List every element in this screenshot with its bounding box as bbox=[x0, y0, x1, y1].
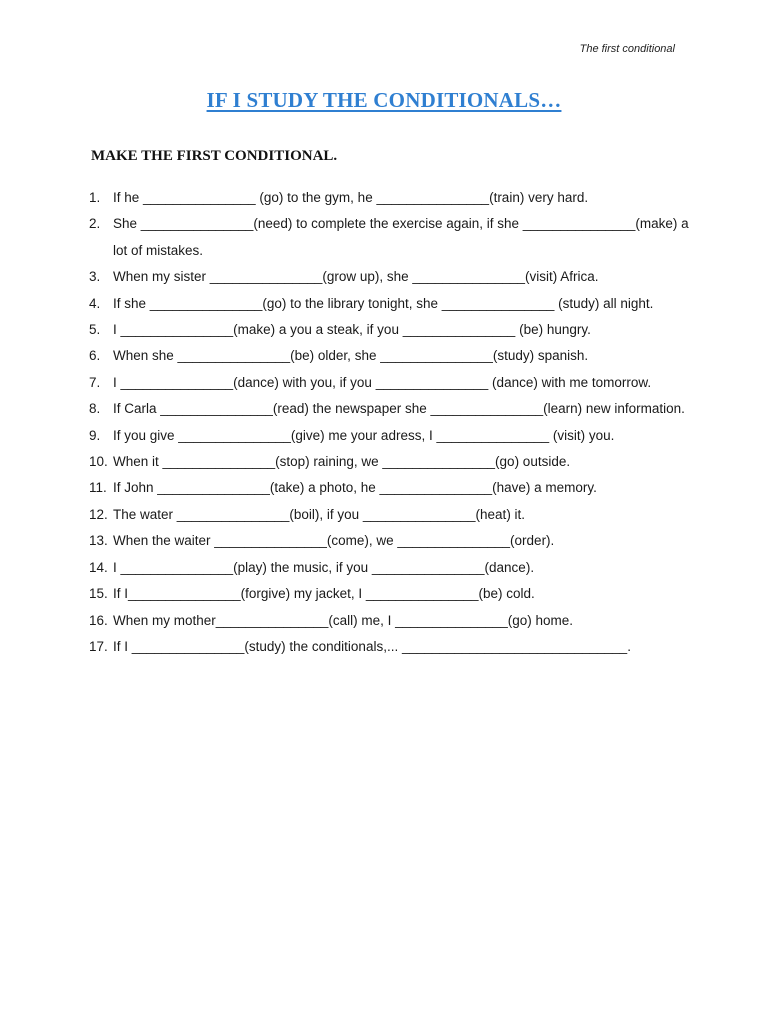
exercise-number: 16. bbox=[89, 612, 108, 628]
exercise-item-9 bbox=[89, 423, 689, 449]
exercise-item-17 bbox=[89, 634, 689, 660]
exercise-number: 10. bbox=[89, 454, 108, 470]
exercise-sentence: When she _______________(be) older, she _______________(study) spanish. bbox=[113, 348, 589, 364]
exercise-sentence: If I_______________(forgive) my jacket, I _______________(be) cold. bbox=[113, 586, 535, 602]
exercise-number: 17. bbox=[89, 638, 108, 654]
page-title-text: IF I STUDY THE CONDITIONALS… bbox=[206, 88, 562, 112]
exercise-item-1 bbox=[89, 185, 689, 211]
exercise-number: 7. bbox=[89, 374, 101, 390]
exercise-item-5 bbox=[89, 317, 689, 343]
exercise-sentence: When my mother_______________(call) me, I _______________(go) home. bbox=[113, 612, 574, 628]
instruction-heading: MAKE THE FIRST CONDITIONAL. bbox=[91, 148, 338, 164]
running-header: The first conditional bbox=[579, 43, 675, 55]
exercise-number: 5. bbox=[89, 322, 101, 338]
exercise-number: 14. bbox=[89, 559, 108, 575]
exercise-number: 3. bbox=[89, 269, 101, 285]
exercise-item-6 bbox=[89, 343, 689, 369]
exercise-number: 11. bbox=[89, 480, 107, 496]
exercise-item-12 bbox=[89, 502, 689, 528]
exercise-sentence: When the waiter _______________(come), we _______________(order). bbox=[113, 533, 555, 549]
exercise-sentence: If he _______________ (go) to the gym, he _______________(train) very hard. bbox=[113, 190, 589, 205]
exercise-number: 4. bbox=[89, 295, 101, 311]
exercise-item-4 bbox=[89, 291, 689, 317]
exercise-number: 2. bbox=[89, 216, 101, 232]
exercise-number: 8. bbox=[89, 401, 101, 417]
exercise-sentence: If I _______________(study) the conditionals,... ______________________________. bbox=[113, 638, 631, 654]
exercise-item-11 bbox=[89, 475, 689, 501]
exercise-sentence: If you give _______________(give) me your adress, I _______________ (visit) you. bbox=[113, 427, 615, 443]
exercise-sentence: If Carla _______________(read) the newspaper she _______________(learn) new information. bbox=[113, 401, 685, 417]
exercise-sentence: If John _______________(take) a photo, he _______________(have) a memory. bbox=[113, 480, 597, 496]
exercise-number: 15. bbox=[89, 586, 108, 602]
exercise-item-14 bbox=[89, 555, 689, 581]
exercise-item-10 bbox=[89, 449, 689, 475]
exercise-number: 13. bbox=[89, 533, 108, 549]
exercise-item-8 bbox=[89, 396, 689, 422]
exercise-sentence: When it _______________(stop) raining, we _______________(go) outside. bbox=[113, 454, 571, 470]
exercise-item-3 bbox=[89, 264, 689, 290]
exercise-item-2 bbox=[89, 211, 693, 264]
exercise-item-16 bbox=[89, 608, 689, 634]
exercise-list bbox=[89, 185, 693, 660]
exercise-number: 12. bbox=[89, 506, 108, 522]
exercise-number: 6. bbox=[89, 348, 101, 364]
exercise-number: 9. bbox=[89, 427, 101, 443]
exercise-sentence: She _______________(need) to complete the exercise again, if she _______________(make) a lot of mistakes. bbox=[113, 216, 693, 258]
exercise-number: 1. bbox=[89, 190, 101, 205]
exercise-sentence: The water _______________(boil), if you _______________(heat) it. bbox=[113, 506, 526, 522]
exercise-sentence: I _______________(play) the music, if you _______________(dance). bbox=[113, 559, 535, 575]
exercise-sentence: When my sister _______________(grow up), she _______________(visit) Africa. bbox=[113, 269, 599, 285]
exercise-item-15 bbox=[89, 581, 689, 607]
exercise-sentence: I _______________(dance) with you, if you _______________ (dance) with me tomorrow. bbox=[113, 374, 652, 390]
exercise-item-13 bbox=[89, 528, 689, 554]
page-title bbox=[0, 88, 768, 113]
exercise-sentence: I _______________(make) a you a steak, if you _______________ (be) hungry. bbox=[113, 322, 591, 338]
exercise-sentence: If she _______________(go) to the library tonight, she _______________ (study) all night. bbox=[113, 295, 654, 311]
exercise-item-7 bbox=[89, 370, 689, 396]
